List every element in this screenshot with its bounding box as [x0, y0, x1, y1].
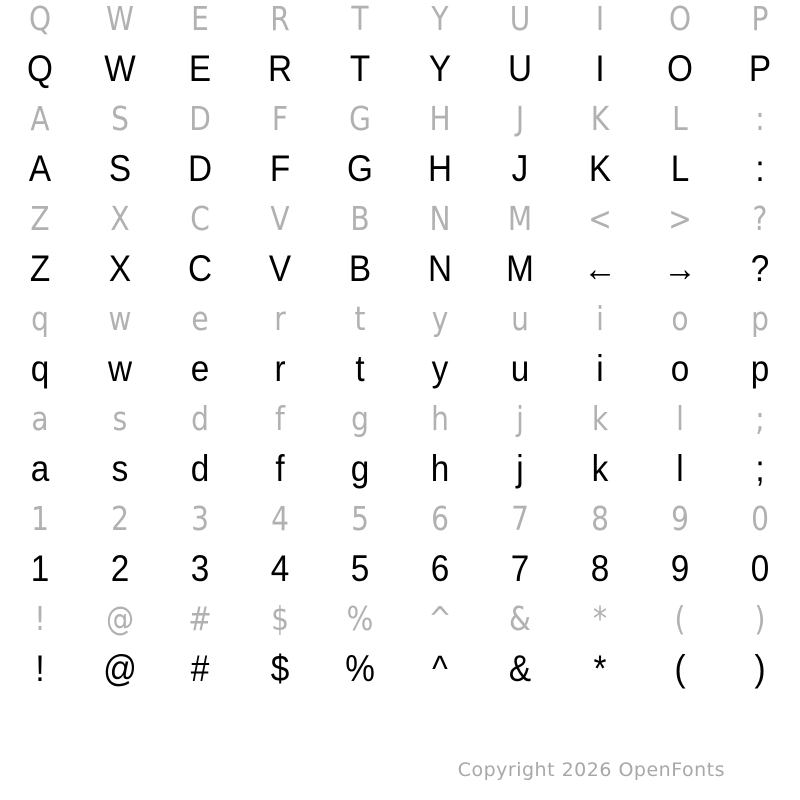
glyph-specimen: 3	[190, 547, 210, 589]
glyph-specimen: X	[108, 247, 132, 289]
glyph-reference: )	[754, 598, 766, 638]
glyph-specimen: t	[355, 347, 365, 389]
glyph-reference: T	[351, 0, 369, 38]
glyph-row-reference-12	[0, 593, 800, 643]
glyph-specimen: #	[190, 647, 210, 689]
glyph-row-specimen-5	[0, 243, 800, 293]
glyph-reference: *	[592, 598, 608, 638]
glyph-reference: o	[671, 298, 689, 338]
glyph-reference: h	[431, 398, 449, 438]
glyph-reference: 8	[591, 498, 609, 538]
glyph-specimen: Z	[29, 247, 51, 289]
glyph-row-reference-0	[0, 0, 800, 43]
glyph-row-reference-4	[0, 193, 800, 243]
glyph-reference: (	[674, 598, 686, 638]
glyph-row-specimen-13	[0, 643, 800, 693]
glyph-reference: :	[755, 98, 765, 138]
glyph-specimen: M	[506, 247, 534, 289]
glyph-specimen: ^	[432, 647, 448, 689]
glyph-specimen: B	[348, 247, 372, 289]
glyph-specimen: P	[748, 47, 772, 89]
copyright-text: Copyright 2026 OpenFonts	[457, 759, 725, 781]
glyph-specimen: F	[269, 147, 291, 189]
glyph-row-reference-6	[0, 293, 800, 343]
glyph-reference: @	[105, 598, 135, 638]
glyph-specimen: y	[431, 347, 449, 389]
glyph-specimen: S	[108, 147, 132, 189]
glyph-specimen: a	[30, 447, 50, 489]
glyph-specimen: k	[591, 447, 609, 489]
glyph-specimen: W	[104, 47, 136, 89]
glyph-reference: P	[751, 0, 769, 38]
glyph-specimen: R	[267, 47, 293, 89]
glyph-specimen: 5	[350, 547, 370, 589]
glyph-reference: 1	[31, 498, 49, 538]
glyph-reference: D	[189, 98, 211, 138]
glyph-row-specimen-11	[0, 543, 800, 593]
glyph-reference: y	[431, 298, 449, 338]
glyph-reference: H	[429, 98, 451, 138]
glyph-reference: O	[668, 0, 692, 38]
glyph-specimen: N	[427, 247, 453, 289]
glyph-specimen: 6	[430, 547, 450, 589]
glyph-reference: E	[191, 0, 209, 38]
glyph-reference: &	[509, 598, 531, 638]
glyph-reference: 9	[671, 498, 689, 538]
glyph-specimen: E	[188, 47, 212, 89]
glyph-specimen: D	[187, 147, 213, 189]
glyph-reference: J	[515, 98, 525, 138]
glyph-reference: l	[676, 398, 684, 438]
glyph-specimen: :	[755, 147, 765, 189]
glyph-specimen: d	[190, 447, 210, 489]
glyph-specimen: H	[427, 147, 453, 189]
glyph-reference: f	[275, 398, 285, 438]
glyph-specimen: w	[107, 347, 133, 389]
glyph-reference: q	[31, 298, 49, 338]
glyph-specimen: &	[508, 647, 532, 689]
glyph-specimen: 0	[750, 547, 770, 589]
glyph-row-reference-2	[0, 93, 800, 143]
glyph-specimen: f	[275, 447, 285, 489]
glyph-specimen: G	[347, 147, 373, 189]
glyph-specimen: (	[674, 647, 686, 689]
glyph-row-reference-8	[0, 393, 800, 443]
glyph-specimen: Q	[27, 47, 53, 89]
glyph-specimen: I	[595, 47, 605, 89]
glyph-specimen: g	[350, 447, 370, 489]
glyph-specimen: A	[28, 147, 52, 189]
glyph-specimen: J	[511, 147, 529, 189]
glyph-specimen: j	[516, 447, 524, 489]
glyph-reference: Y	[431, 0, 449, 38]
glyph-specimen: p	[750, 347, 770, 389]
glyph-reference: %	[346, 598, 374, 638]
glyph-reference: X	[110, 198, 130, 238]
glyph-reference: U	[509, 0, 531, 38]
glyph-specimen: L	[670, 147, 690, 189]
glyph-reference: d	[191, 398, 209, 438]
glyph-reference: a	[31, 398, 49, 438]
glyph-specimen: e	[190, 347, 210, 389]
glyph-specimen: r	[274, 347, 286, 389]
glyph-reference: I	[595, 0, 605, 38]
glyph-specimen: i	[596, 347, 604, 389]
glyph-reference: 5	[351, 498, 369, 538]
glyph-specimen: ←	[583, 247, 617, 289]
glyph-specimen: %	[345, 647, 375, 689]
glyph-specimen: !	[35, 647, 45, 689]
glyph-reference: p	[751, 298, 769, 338]
glyph-reference: g	[351, 398, 369, 438]
glyph-specimen: Y	[428, 47, 452, 89]
glyph-reference: G	[349, 98, 371, 138]
glyph-reference: ;	[755, 398, 765, 438]
glyph-specimen: 2	[110, 547, 130, 589]
glyph-specimen: q	[30, 347, 50, 389]
glyph-specimen: 4	[270, 547, 290, 589]
glyph-row-specimen-9	[0, 443, 800, 493]
glyph-specimen: l	[676, 447, 684, 489]
glyph-reference: 0	[751, 498, 769, 538]
glyph-reference: s	[112, 398, 128, 438]
glyph-reference: >	[668, 198, 692, 238]
glyph-specimen: )	[754, 647, 766, 689]
glyph-specimen: 9	[670, 547, 690, 589]
glyph-specimen: T	[349, 47, 371, 89]
glyph-row-specimen-7	[0, 343, 800, 393]
glyph-specimen: V	[268, 247, 292, 289]
glyph-specimen: O	[667, 47, 693, 89]
glyph-specimen: o	[670, 347, 690, 389]
glyph-reference: 3	[191, 498, 209, 538]
glyph-reference: ^	[428, 598, 452, 638]
glyph-specimen: 7	[510, 547, 530, 589]
glyph-reference: S	[111, 98, 129, 138]
glyph-reference: i	[596, 298, 604, 338]
glyph-reference: <	[588, 198, 612, 238]
glyph-reference: R	[270, 0, 290, 38]
glyph-row-specimen-3	[0, 143, 800, 193]
glyph-reference: k	[591, 398, 609, 438]
glyph-reference: N	[429, 198, 451, 238]
glyph-specimen: ;	[755, 447, 765, 489]
glyph-reference: W	[106, 0, 134, 38]
glyph-specimen: C	[187, 247, 213, 289]
glyph-reference: 7	[511, 498, 529, 538]
glyph-specimen: →	[663, 247, 697, 289]
glyph-reference: C	[190, 198, 210, 238]
glyph-reference: w	[108, 298, 132, 338]
glyph-reference: e	[191, 298, 209, 338]
glyph-reference: M	[507, 198, 533, 238]
glyph-reference: V	[270, 198, 290, 238]
glyph-reference: u	[511, 298, 529, 338]
glyph-reference: 2	[111, 498, 129, 538]
glyph-reference: L	[672, 98, 688, 138]
glyph-reference: A	[30, 98, 50, 138]
glyph-reference: #	[188, 598, 212, 638]
glyph-specimen: u	[510, 347, 530, 389]
glyph-reference: 6	[431, 498, 449, 538]
glyph-reference: F	[271, 98, 289, 138]
glyph-specimen: h	[430, 447, 450, 489]
glyph-reference: j	[516, 398, 524, 438]
glyph-row-specimen-1	[0, 43, 800, 93]
glyph-specimen: U	[507, 47, 533, 89]
glyph-reference: B	[350, 198, 370, 238]
glyph-specimen: s	[111, 447, 129, 489]
glyph-reference: K	[590, 98, 610, 138]
glyph-specimen: *	[593, 647, 607, 689]
glyph-specimen: @	[103, 647, 137, 689]
glyph-specimen: ?	[750, 247, 770, 289]
glyph-reference: Z	[30, 198, 50, 238]
glyph-reference: $	[271, 598, 289, 638]
glyph-specimen: K	[588, 147, 612, 189]
glyph-specimen: 1	[30, 547, 50, 589]
glyph-reference: !	[34, 598, 46, 638]
glyph-specimen: $	[270, 647, 290, 689]
glyph-reference: ?	[752, 198, 768, 238]
glyph-reference: 4	[271, 498, 289, 538]
glyph-reference: r	[274, 298, 286, 338]
glyph-reference: Q	[28, 0, 52, 38]
glyph-specimen: 8	[590, 547, 610, 589]
glyph-row-reference-10	[0, 493, 800, 543]
glyph-reference: t	[354, 298, 366, 338]
